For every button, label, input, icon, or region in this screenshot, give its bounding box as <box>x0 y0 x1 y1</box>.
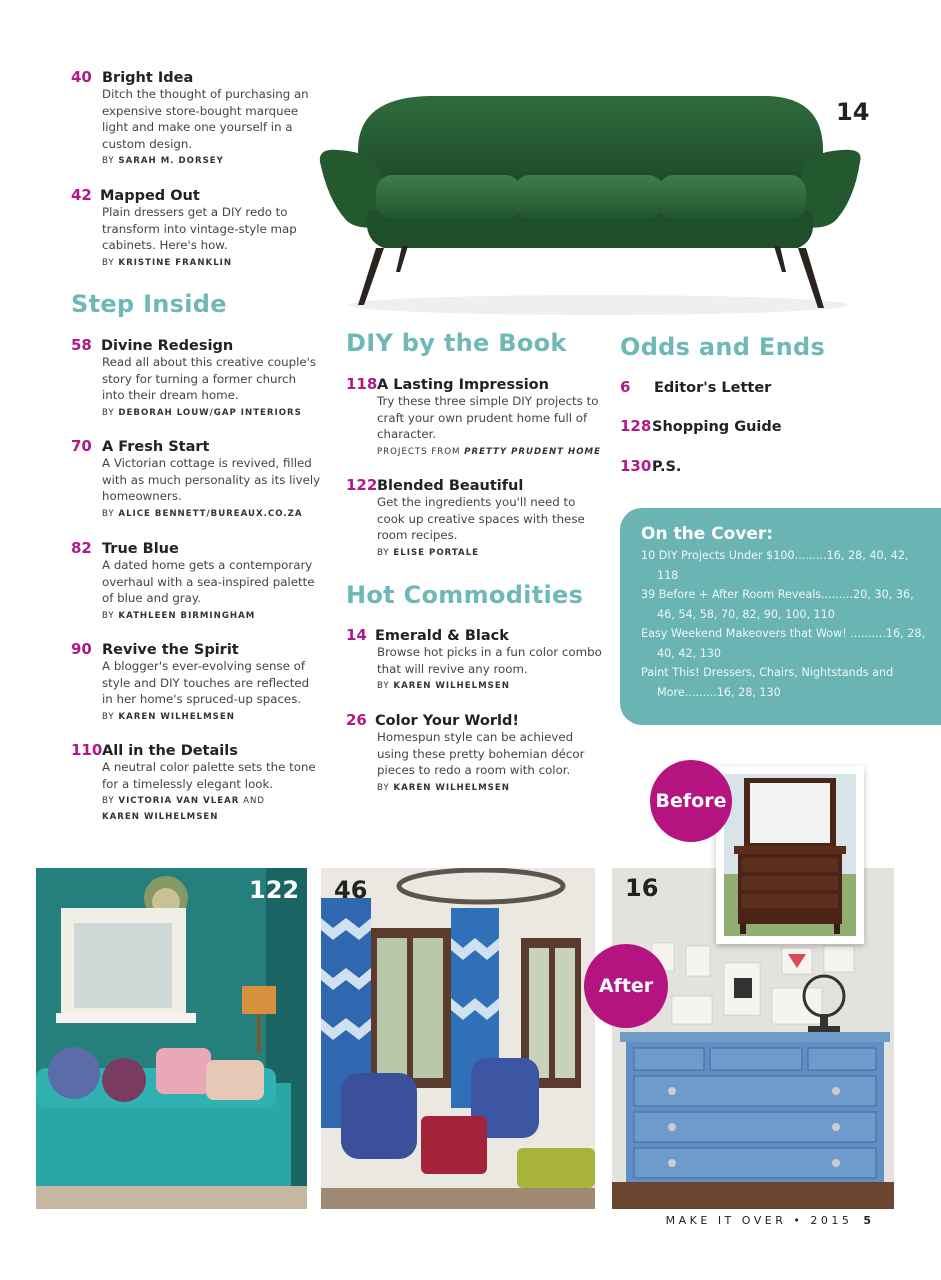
footer-text: MAKE IT OVER • 2015 <box>665 1214 853 1227</box>
section-title-odds-and-ends: Odds and Ends <box>620 333 826 361</box>
article-credit: BY KRISTINE FRANKLIN <box>102 257 233 268</box>
article-title: Editor's Letter <box>654 380 772 396</box>
article-page-number: 128 <box>620 417 652 435</box>
article-page-number: 58 <box>71 336 92 354</box>
teal-room-page-number: 122 <box>249 876 300 904</box>
article-credit: BY ALICE BENNETT/BUREAUX.CO.ZA <box>102 508 303 519</box>
article-description: A neutral color palette sets the tone for a timelessly elegant look. <box>102 760 316 791</box>
article-description: Read all about this creative couple's story for turning a former church into their dream home. <box>102 355 317 402</box>
page-footer <box>666 1214 871 1227</box>
article-title: Emerald & Black <box>375 628 509 644</box>
article-true-blue <box>71 539 321 624</box>
odds-item-ps <box>620 457 681 475</box>
article-page-number: 122 <box>346 476 378 494</box>
article-credit: BY KAREN WILHELMSEN <box>377 782 510 793</box>
article-color-your-world <box>346 711 606 796</box>
after-badge: After <box>584 944 668 1028</box>
blue-dresser-page-number: 16 <box>625 874 659 902</box>
article-mapped-out <box>71 186 316 271</box>
before-dresser-photo <box>716 766 864 944</box>
article-page-number: 14 <box>346 626 367 644</box>
sofa-page-number: 14 <box>836 98 870 126</box>
article-credit: PROJECTS FROM PRETTY PRUDENT HOME <box>377 446 601 457</box>
article-a-fresh-start <box>71 437 321 522</box>
article-title: True Blue <box>102 541 179 557</box>
article-divine-redesign <box>71 336 321 421</box>
footer-page-number: 5 <box>863 1214 871 1227</box>
article-description: A Victorian cottage is revived, filled with as much personality as its lively homeowners. <box>102 456 321 503</box>
article-page-number: 6 <box>620 378 631 396</box>
before-badge: Before <box>650 760 732 842</box>
article-title: Blended Beautiful <box>377 478 524 494</box>
article-emerald-and-black <box>346 626 606 694</box>
article-title: Mapped Out <box>100 188 200 204</box>
odds-item-shopping-guide <box>620 417 782 435</box>
article-title: P.S. <box>652 459 682 475</box>
article-credit: BY KAREN WILHELMSEN <box>377 681 510 691</box>
article-title: Divine Redesign <box>101 338 234 354</box>
article-bright-idea <box>71 68 316 169</box>
sofa-photo <box>318 90 878 322</box>
section-title-diy-by-the-book: DIY by the Book <box>346 329 567 357</box>
article-title: A Fresh Start <box>102 439 210 455</box>
article-description: Plain dressers get a DIY redo to transform into vintage-style map cabinets. Here's how. <box>102 205 297 252</box>
article-page-number: 40 <box>71 68 92 86</box>
article-credit: BY VICTORIA VAN VLEAR AND KAREN WILHELMSEN <box>102 796 266 822</box>
article-title: A Lasting Impression <box>377 377 549 393</box>
article-page-number: 118 <box>346 375 378 393</box>
article-page-number: 26 <box>346 711 367 729</box>
article-page-number: 42 <box>71 186 92 204</box>
article-blended-beautiful <box>346 476 606 561</box>
article-page-number: 130 <box>620 457 652 475</box>
cover-item: 39 Before + After Room Reveals.........20, 30, 36, 46, 54, 58, 70, 82, 90, 100, 110 <box>641 588 914 621</box>
article-title: Shopping Guide <box>652 419 782 435</box>
article-title: All in the Details <box>102 743 238 759</box>
cover-item: Easy Weekend Makeovers that Wow! ..........16, 28, 40, 42, 130 <box>641 627 926 660</box>
article-description: Browse hot picks in a fun color combo that will revive any room. <box>377 645 602 676</box>
article-credit: BY KAREN WILHELMSEN <box>102 711 235 722</box>
article-title: Color Your World! <box>375 713 519 729</box>
article-all-in-the-details <box>71 741 321 825</box>
cover-item: 10 DIY Projects Under $100.........16, 28, 40, 42, 118 <box>641 549 909 582</box>
section-title-hot-commodities: Hot Commodities <box>346 581 584 609</box>
article-credit: BY ELISE PORTALE <box>377 547 480 558</box>
article-description: A blogger's ever-evolving sense of style and DIY touches are reflected in her home's spruced-up spaces. <box>102 659 310 706</box>
section-title-step-inside: Step Inside <box>71 290 227 318</box>
article-credit: BY KATHLEEN BIRMINGHAM <box>102 610 256 621</box>
odds-item-editors-letter <box>620 378 771 396</box>
article-page-number: 110 <box>71 741 103 759</box>
cover-item: Paint This! Dressers, Chairs, Nightstands and More.........16, 28, 130 <box>641 666 894 699</box>
article-revive-the-spirit <box>71 640 321 725</box>
article-credit: BY DEBORAH LOUW/GAP INTERIORS <box>102 407 302 418</box>
cover-title: On the Cover: <box>641 524 774 544</box>
article-title: Bright Idea <box>102 70 194 86</box>
article-credit: BY SARAH M. DORSEY <box>102 156 224 166</box>
article-description: Homespun style can be achieved using these pretty bohemian décor pieces to redo a room with color. <box>377 730 585 777</box>
article-title: Revive the Spirit <box>102 642 239 658</box>
article-page-number: 82 <box>71 539 92 557</box>
article-description: Get the ingredients you'll need to cook up creative spaces with these room recipes. <box>377 495 585 542</box>
article-a-lasting-impression <box>346 375 606 460</box>
article-description: Ditch the thought of purchasing an expensive store-bought marquee light and make one yourself in a custom design. <box>102 87 309 151</box>
article-description: A dated home gets a contemporary overhaul with a sea-inspired palette of blue and gray. <box>102 558 315 605</box>
article-page-number: 70 <box>71 437 92 455</box>
on-the-cover-box <box>620 508 941 725</box>
article-description: Try these three simple DIY projects to craft your own prudent home full of character. <box>377 394 599 441</box>
teal-room-photo <box>36 868 307 1209</box>
living-room-page-number: 46 <box>334 876 368 904</box>
article-page-number: 90 <box>71 640 92 658</box>
living-room-photo <box>321 868 595 1209</box>
